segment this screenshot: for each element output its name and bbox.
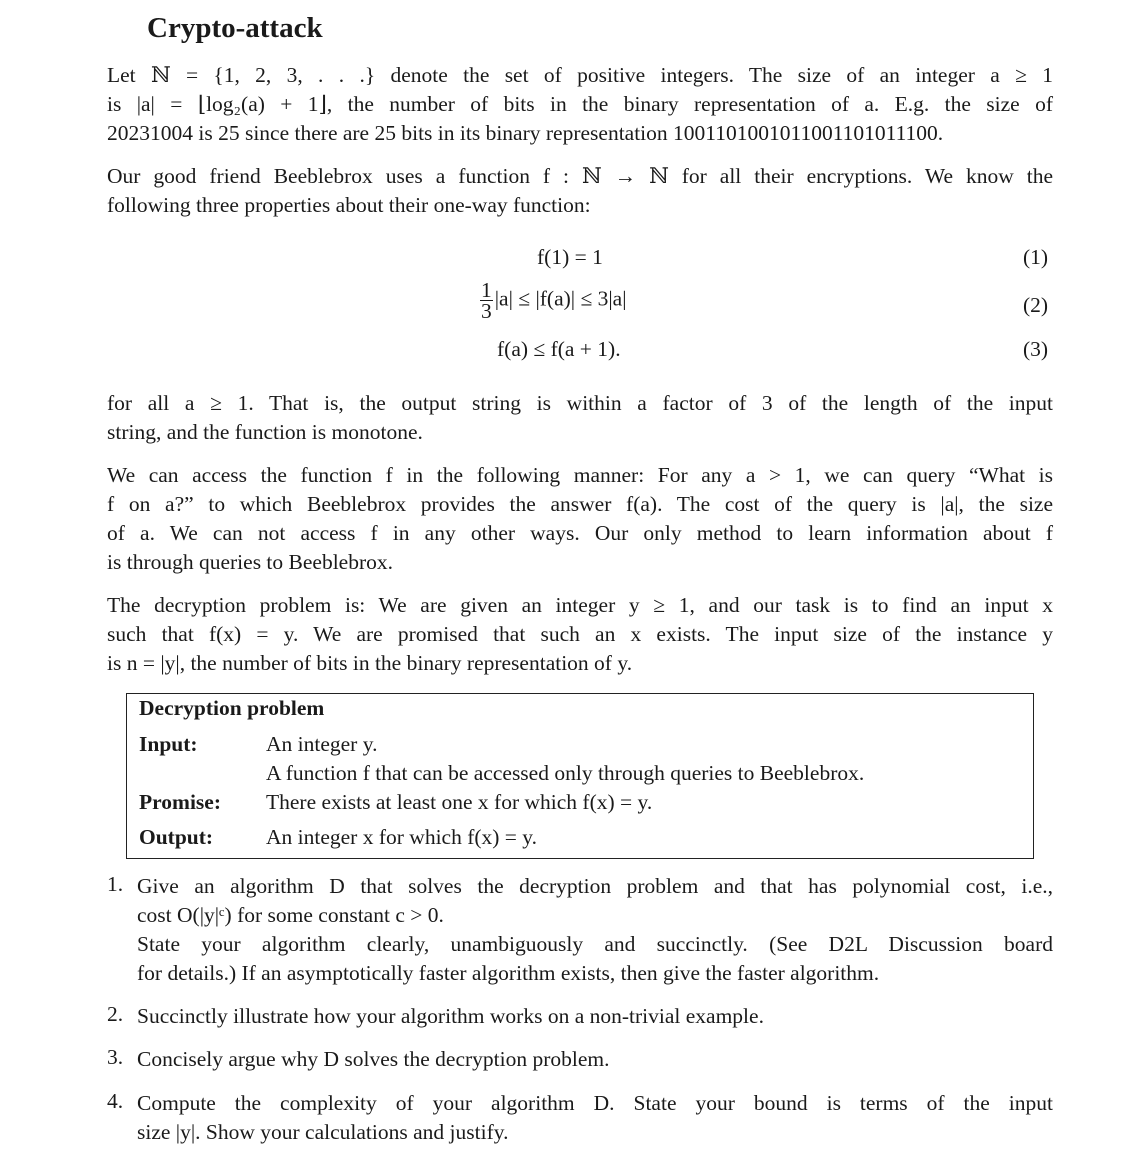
fraction-denominator: 3: [481, 299, 492, 323]
paragraph-line: The decryption problem is: We are given an integer y ≥ 1, and our task is to find an input x: [107, 593, 1053, 617]
input-value-2: A function f that can be accessed only through queries to Beeblebrox.: [266, 761, 865, 785]
question-number: 1.: [107, 872, 124, 896]
section-title: Crypto-attack: [147, 12, 323, 44]
question-1: [137, 872, 1053, 988]
equation-2: [480, 280, 627, 321]
question-line: Succinctly illustrate how your algorithm works on a non-trivial example.: [137, 1004, 764, 1028]
promise-value: There exists at least one x for which f(x) = y.: [266, 790, 653, 814]
paragraph-line: following three properties about their one-way function:: [107, 193, 591, 217]
paragraph-line: is through queries to Beeblebrox.: [107, 550, 394, 574]
output-label: Output:: [139, 825, 214, 849]
paragraph-line: Our good friend Beeblebrox uses a function f : ℕ → ℕ for all their encryptions. We know the: [107, 164, 1053, 188]
paragraph-properties: [107, 389, 1053, 447]
paragraph-line: of a. We can not access f in any other ways. Our only method to learn information about f: [107, 521, 1053, 545]
question-line: size |y|. Show your calculations and justify.: [137, 1120, 509, 1144]
equation-number-1: (1): [1023, 245, 1049, 269]
problem-box-title: Decryption problem: [139, 696, 325, 720]
paragraph-line: Let ℕ = {1, 2, 3, . . .} denote the set of positive integers. The size of an integer a ≥ 1: [107, 63, 1053, 87]
paragraph-line: string, and the function is monotone.: [107, 420, 423, 444]
equation-2-body: |a| ≤ |f(a)| ≤ 3|a|: [494, 286, 627, 311]
fraction-one-third: [480, 280, 493, 321]
question-number: 2.: [107, 1002, 124, 1026]
paragraph-definition: [107, 61, 1053, 148]
output-value: An integer x for which f(x) = y.: [266, 825, 538, 849]
question-line: Compute the complexity of your algorithm D. State your bound is terms of the input: [137, 1091, 1053, 1115]
problem-box: [126, 693, 1034, 859]
equation-number-3: (3): [1023, 337, 1049, 361]
input-value-1: An integer y.: [266, 732, 378, 756]
question-4: [137, 1089, 1053, 1147]
paragraph-line: f on a?” to which Beeblebrox provides the answer f(a). The cost of the query is |a|, the size: [107, 492, 1053, 516]
question-2: [137, 1002, 1053, 1031]
paragraph-line: is n = |y|, the number of bits in the binary representation of y.: [107, 651, 633, 675]
question-line: Give an algorithm D that solves the decryption problem and that has polynomial cost, i.e.,: [137, 874, 1053, 898]
paragraph-decryption: [107, 591, 1053, 678]
paragraph-access: [107, 461, 1053, 577]
question-line: Concisely argue why D solves the decryption problem.: [137, 1047, 610, 1071]
paragraph-line: 20231004 is 25 since there are 25 bits in its binary representation 1001101001011001101011100.: [107, 121, 944, 145]
promise-label: Promise:: [139, 790, 221, 814]
paragraph-line: such that f(x) = y. We are promised that such an x exists. The input size of the instance y: [107, 622, 1053, 646]
fraction-numerator: 1: [481, 278, 492, 302]
equation-number-2: (2): [1023, 293, 1049, 317]
question-line: State your algorithm clearly, unambiguously and succinctly. (See D2L Discussion board: [137, 932, 1053, 956]
question-line: cost O(|y|ᶜ) for some constant c > 0.: [137, 903, 444, 927]
paragraph-line: We can access the function f in the following manner: For any a > 1, we can query “What is: [107, 463, 1053, 487]
question-number: 4.: [107, 1089, 124, 1113]
paragraph-line: for all a ≥ 1. That is, the output string is within a factor of 3 of the length of the input: [107, 391, 1053, 415]
question-3: [137, 1045, 1053, 1074]
input-label: Input:: [139, 732, 198, 756]
question-line: for details.) If an asymptotically faster algorithm exists, then give the faster algorithm.: [137, 961, 880, 985]
paragraph-function: [107, 162, 1053, 220]
question-number: 3.: [107, 1045, 124, 1069]
equation-3: f(a) ≤ f(a + 1).: [497, 337, 621, 361]
equation-1: f(1) = 1: [537, 245, 603, 269]
paragraph-line: is |a| = ⌊log₂(a) + 1⌋, the number of bits in the binary representation of a. E.g. the size of: [107, 92, 1053, 116]
